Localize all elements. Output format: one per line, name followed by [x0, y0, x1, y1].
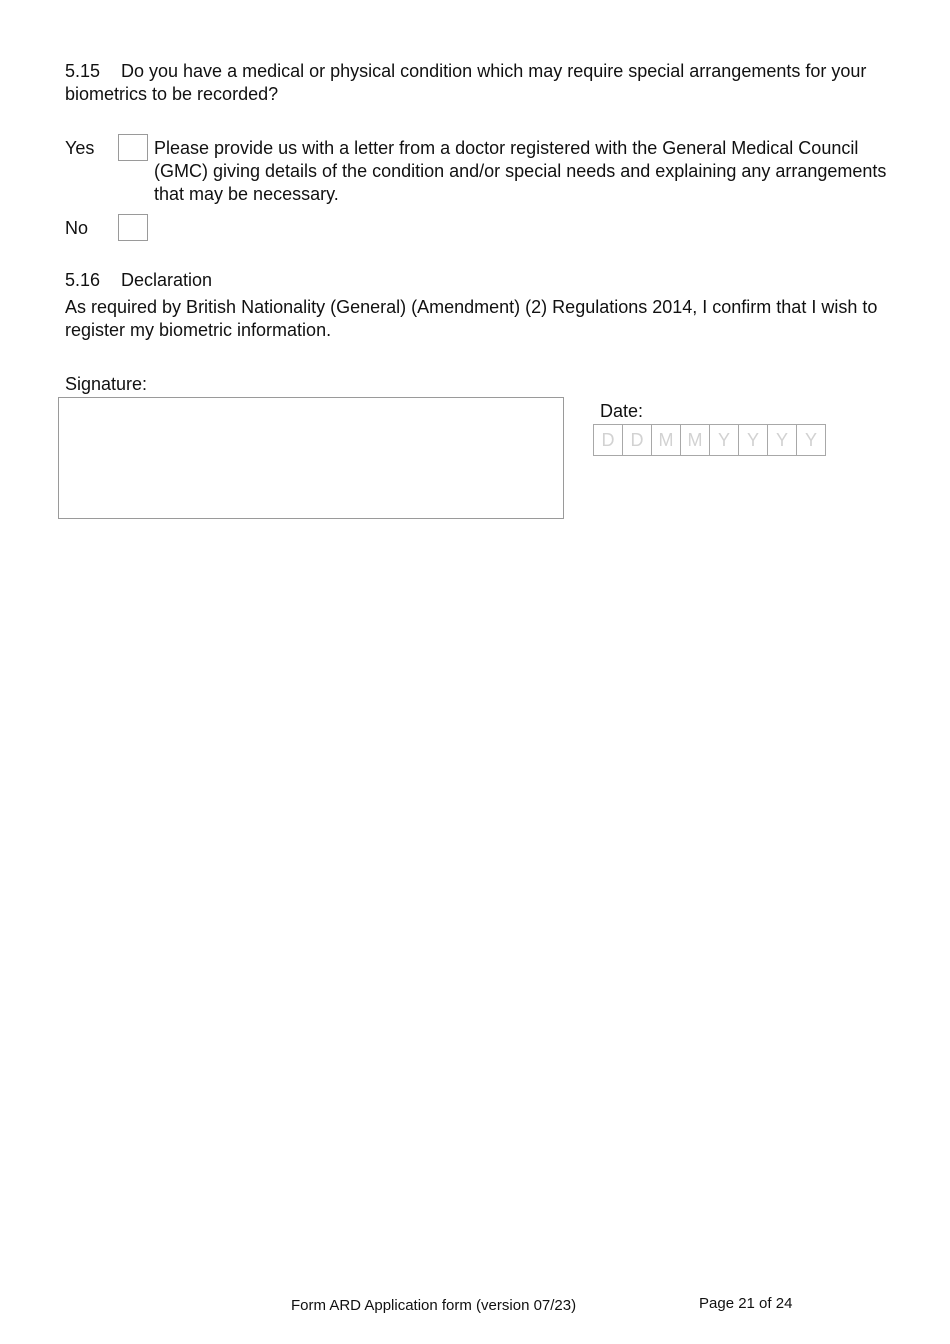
date-month-digit-2[interactable]: M [680, 424, 710, 456]
date-year-digit-3[interactable]: Y [767, 424, 797, 456]
question-number: 5.15 [65, 61, 101, 81]
date-year-digit-2[interactable]: Y [738, 424, 768, 456]
declaration-number: 5.16 [65, 270, 101, 290]
question-5-15 [65, 60, 895, 106]
signature-field[interactable] [58, 397, 564, 519]
date-day-digit-1[interactable]: D [593, 424, 623, 456]
yes-instruction-note: Please provide us with a letter from a doctor registered with the General Medical Council (GMC) giving details of the condition and/or special needs and explaining any arrangements that may be necessary. [154, 138, 887, 204]
signature-label: Signature: [65, 374, 148, 394]
date-year-digit-1[interactable]: Y [709, 424, 739, 456]
yes-checkbox[interactable] [118, 134, 148, 161]
footer-page-number: Page 21 of 24 [699, 1295, 793, 1312]
option-no-label: No [65, 218, 89, 238]
footer-form-title: Form ARD Application form (version 07/23) [291, 1297, 577, 1314]
date-field[interactable] [593, 424, 826, 456]
declaration-heading [65, 269, 212, 292]
no-checkbox[interactable] [118, 214, 148, 241]
declaration-text: As required by British Nationality (General) (Amendment) (2) Regulations 2014, I confirm that I wish to register my biometric information. [65, 297, 878, 340]
option-yes-label: Yes [65, 138, 95, 158]
date-month-digit-1[interactable]: M [651, 424, 681, 456]
date-day-digit-2[interactable]: D [622, 424, 652, 456]
date-year-digit-4[interactable]: Y [796, 424, 826, 456]
declaration-title: Declaration [121, 270, 213, 290]
question-text: Do you have a medical or physical condition which may require special arrangements for your biometrics to be recorded? [65, 61, 867, 104]
date-label: Date: [600, 401, 644, 421]
